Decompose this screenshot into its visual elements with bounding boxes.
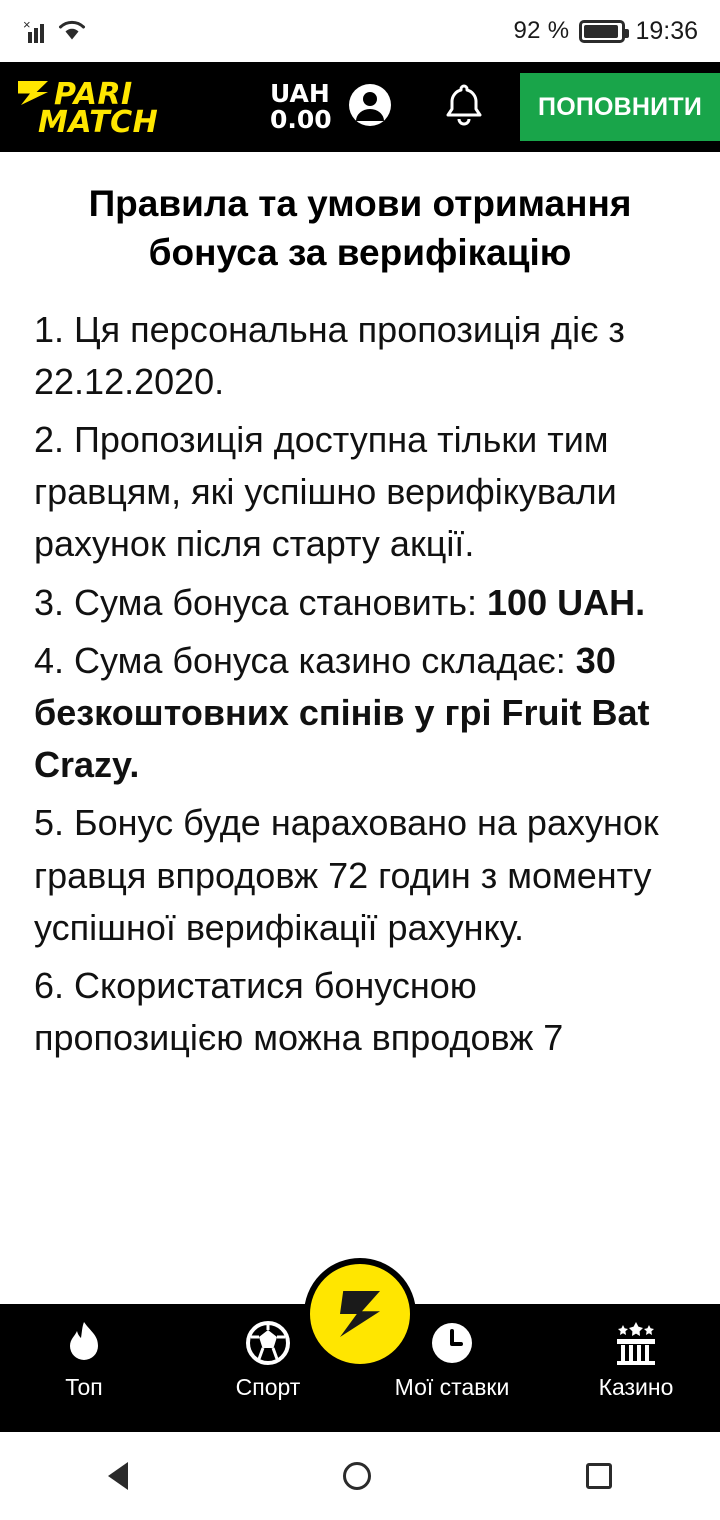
signal-bars-icon: × <box>22 19 48 43</box>
terms-item-3-bold: 100 UAH. <box>487 581 646 623</box>
status-right-icons <box>514 17 698 46</box>
bell-icon[interactable] <box>442 81 486 134</box>
bolt-glyph <box>340 1291 380 1337</box>
app-header <box>0 62 720 152</box>
terms-item-4-bold: 30 безкоштовних спінів у грі Fruit Bat Crazy. <box>34 639 650 786</box>
parimatch-bolt-icon[interactable] <box>304 1258 416 1370</box>
terms-item-3 <box>34 577 686 629</box>
recents-square-icon[interactable] <box>586 1463 612 1489</box>
battery-icon <box>579 20 625 43</box>
flame-icon <box>62 1318 106 1368</box>
terms-item-5 <box>34 797 686 954</box>
nav-label-casino: Казино <box>598 1374 674 1400</box>
back-triangle-icon[interactable] <box>108 1462 128 1490</box>
terms-item-4 <box>34 635 686 792</box>
nav-label-top: Топ <box>65 1374 103 1400</box>
football-icon <box>244 1318 292 1368</box>
deposit-button[interactable]: ПОПОВНИТИ <box>520 73 720 141</box>
status-left-icons <box>22 19 86 43</box>
terms-item-2-text: 2. Пропозиція доступна тільки тим гравцям, які успішно верифікували рахунок після старту акції. <box>34 419 617 565</box>
terms-item-6-text: 6. Скористатися бонусною пропозицією можна впродовж 7 <box>34 964 564 1059</box>
logo-text-bottom: MATCH <box>38 105 159 140</box>
bolt-icon <box>18 81 48 105</box>
logo-text-top: PARI <box>54 77 133 112</box>
page-title: Правила та умови отримання бонуса за верифікацію <box>88 183 632 273</box>
status-bar <box>0 0 720 62</box>
bottom-navigation <box>0 1304 720 1432</box>
terms-item-1 <box>34 304 686 408</box>
battery-percent: 92 % <box>513 17 570 44</box>
clock-icon <box>428 1318 476 1368</box>
android-system-nav <box>0 1432 720 1520</box>
nav-label-sport: Спорт <box>235 1374 301 1400</box>
account-icon[interactable] <box>346 81 394 134</box>
status-clock: 19:36 <box>635 16 698 45</box>
balance-display[interactable] <box>270 78 332 134</box>
terms-item-2 <box>34 414 686 571</box>
terms-item-5-text: 5. Бонус буде нараховано на рахунок гравця впродовж 72 годин з моменту успішної верифікації рахунку. <box>34 802 659 948</box>
terms-item-3-text: 3. Сума бонуса становить: <box>34 581 488 623</box>
balance-currency: UAH <box>270 78 330 108</box>
nav-item-casino[interactable] <box>570 1318 702 1401</box>
nav-item-top[interactable] <box>18 1318 150 1401</box>
terms-item-4-text: 4. Сума бонуса казино складає: <box>34 639 576 681</box>
terms-item-6 <box>34 960 686 1064</box>
balance-amount: 0.00 <box>270 105 332 134</box>
slot-machine-icon <box>612 1318 660 1368</box>
wifi-icon <box>58 19 86 43</box>
nav-label-my-bets: Мої ставки <box>394 1374 510 1400</box>
home-circle-icon[interactable] <box>343 1462 371 1490</box>
terms-item-1-text: 1. Ця персональна пропозиція діє з 22.12.2020. <box>34 308 625 402</box>
parimatch-logo[interactable] <box>18 77 200 140</box>
